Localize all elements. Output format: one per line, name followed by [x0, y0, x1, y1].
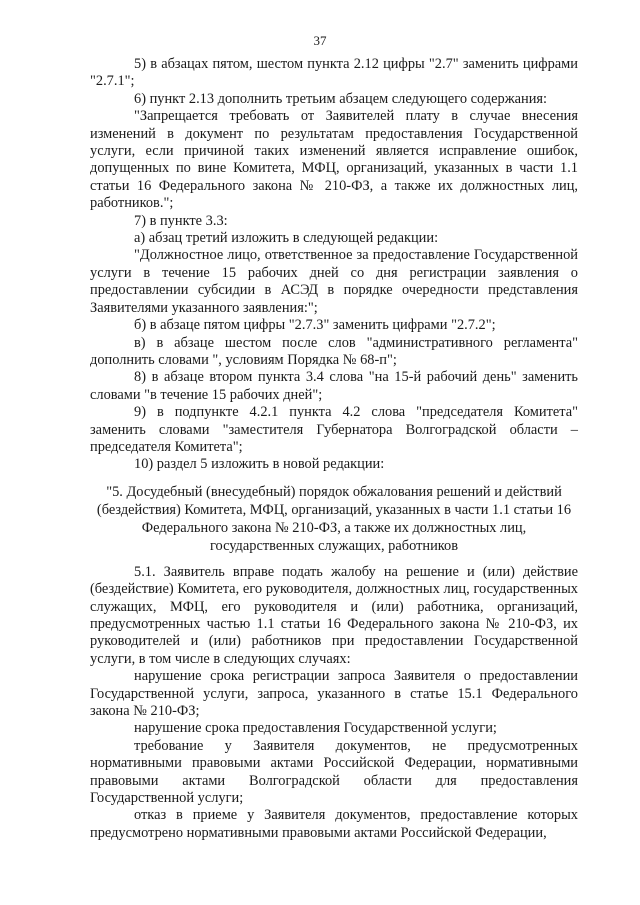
paragraph-item-6: 6) пункт 2.13 дополнить третьим абзацем следующего содержания: — [134, 90, 548, 107]
paragraph-item-9: 9) в подпункте 4.2.1 пункта 4.2 слова "председателя Комитета" заменить словами "заместителя Губернатора Волгоградской области – председателя Комитета"; — [90, 404, 578, 455]
section-list-item: требование у Заявителя документов, не предусмотренных нормативными правовыми актами Российской Федерации, нормативными правовыми актами Волгоградской области для предоставления Государственной услуги; — [90, 737, 578, 807]
page-number: 37 — [313, 33, 327, 48]
section-5-heading: "5. Досудебный (внесудебный) порядок обжалования решений и действий (бездействия) Комитета, МФЦ, организаций, указанных в части 1.1 статьи 16 Федерального закона № 210-ФЗ, а также их должностных лиц, государственных служащих, работников — [96, 483, 572, 554]
paragraph-quote-3-3: "Должностное лицо, ответственное за предоставление Государственной услуги в течение 15 рабочих дней со дня регистрации заявления о предоставлении субсидии в АСЭД в порядке очередности представления Заявителями указанного заявления:"; — [90, 247, 578, 316]
section-list-item: нарушение срока предоставления Государственной услуги; — [134, 720, 497, 737]
paragraph-item-5: 5) в абзацах пятом, шестом пункта 2.12 цифры "2.7" заменить цифрами "2.7.1"; — [90, 56, 578, 90]
paragraph-item-7v: в) в абзаце шестом после слов "административного регламента" дополнить словами ", условиям Порядка № 68-п"; — [90, 334, 578, 368]
spacer — [90, 474, 578, 483]
section-list-item: нарушение срока регистрации запроса Заявителя о предоставлении Государственной услуги, запроса, указанного в статье 15.1 Федерального закона № 210-ФЗ; — [90, 668, 578, 719]
spacer — [90, 555, 578, 564]
paragraph-quote-2-13: "Запрещается требовать от Заявителей плату в случае внесения изменений в документ по результатам предоставления Государственной услуги, если причиной таких изменений является исправление ошибок, допущенных по вине Комитета, МФЦ, организаций, указанных в части 1.1 статьи 16 Федерального закона № 210-ФЗ, а также их должностных лиц, работников."; — [90, 108, 578, 212]
paragraph-item-7b: б) в абзаце пятом цифры "2.7.3" заменить цифрами "2.7.2"; — [134, 317, 496, 334]
paragraph-item-7a: а) абзац третий изложить в следующей редакции: — [134, 230, 439, 247]
paragraph-item-8: 8) в абзаце втором пункта 3.4 слова "на 15-й рабочий день" заменить словами "в течение 15 рабочих дней"; — [90, 369, 578, 403]
section-paragraph-5-1: 5.1. Заявитель вправе подать жалобу на решение и (или) действие (бездействие) Комитета, его руководителя, должностных лиц, государственных служащих, МФЦ, его руководителя и (или) работника, организаций, предусмотренных частью 1.1 статьи 16 Федерального закона № 210-ФЗ, их руководителей и (или) работников при предоставлении Государственной услуги, в том числе в следующих случаях: — [90, 563, 578, 667]
section-list-item: отказ в приеме у Заявителя документов, предоставление которых предусмотрено нормативными правовыми актами Российской Федерации, — [90, 807, 578, 841]
paragraph-item-10: 10) раздел 5 изложить в новой редакции: — [134, 456, 385, 473]
document-body — [90, 56, 578, 842]
paragraph-item-7: 7) в пункте 3.3: — [134, 212, 228, 229]
